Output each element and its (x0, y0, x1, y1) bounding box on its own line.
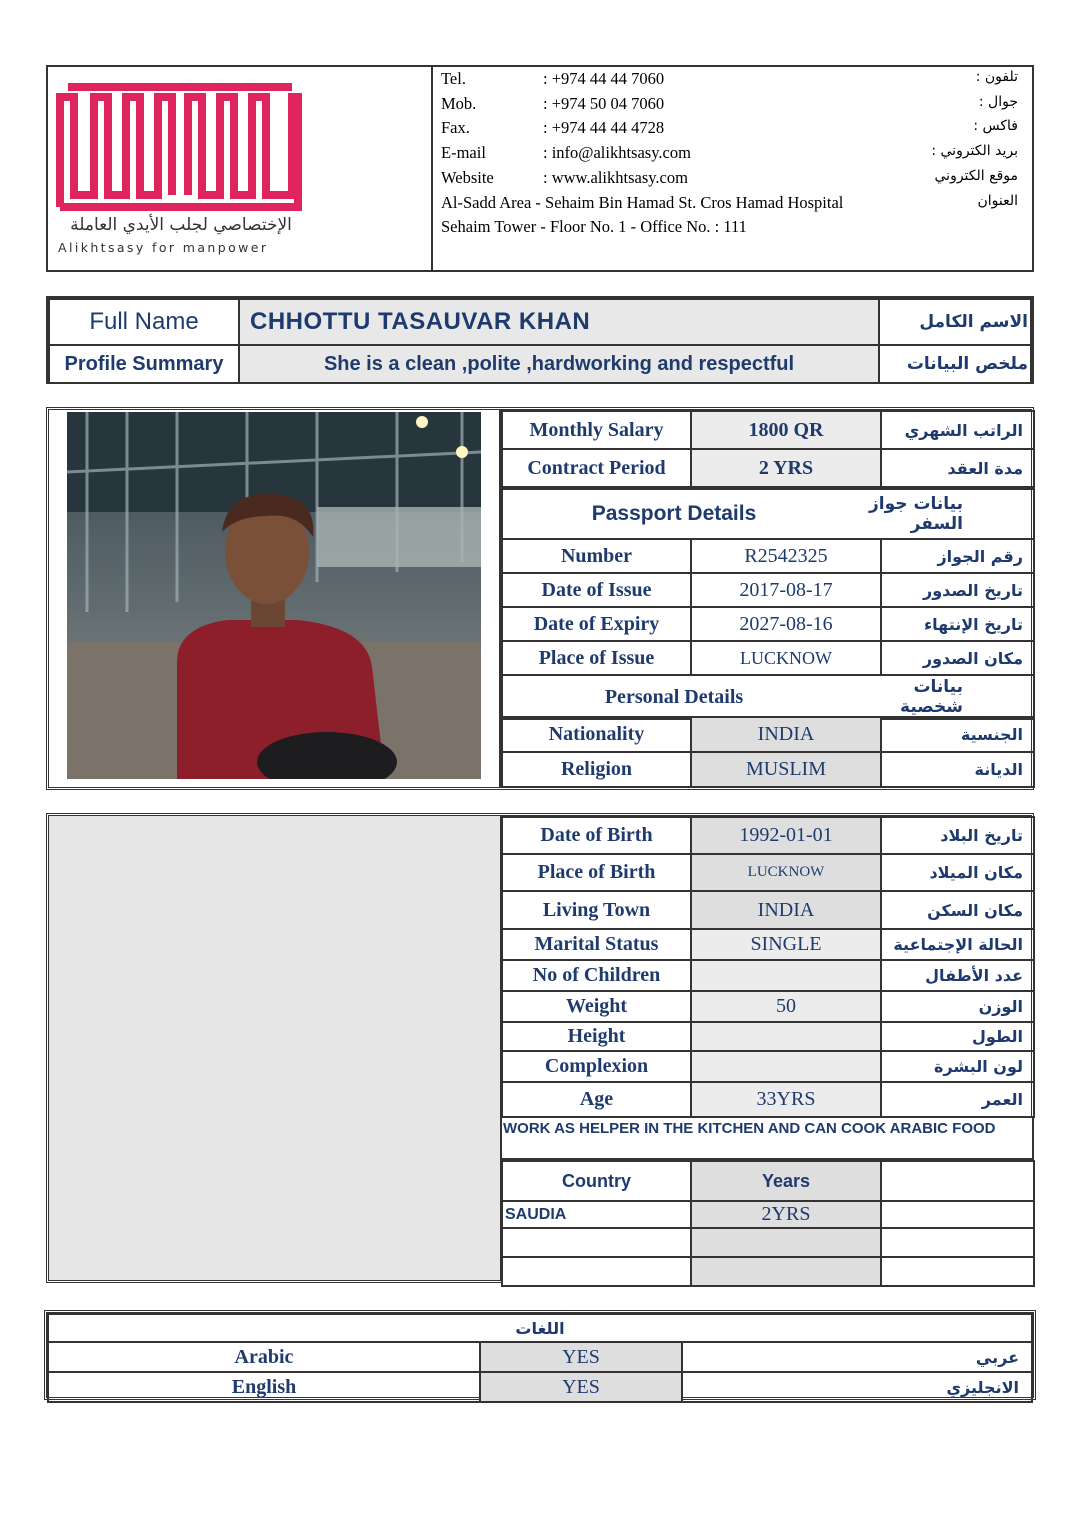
monthly-salary-label: Monthly Salary (502, 411, 691, 449)
fax-label: Fax. (441, 118, 470, 137)
photo-and-details-section (46, 407, 1034, 790)
address-arabic: العنوان (977, 193, 1018, 209)
address-line-1: Al-Sadd Area - Sehaim Bin Hamad St. Cros Hamad Hospital (441, 193, 844, 212)
height-label: Height (502, 1022, 691, 1051)
experience-empty-cell (691, 1228, 881, 1257)
name-block (46, 296, 1034, 384)
place-of-birth-label: Place of Birth (502, 854, 691, 891)
tel-arabic: تلفون : (975, 69, 1018, 85)
experience-empty-cell (881, 1161, 1034, 1201)
address-line-2: Sehaim Tower - Floor No. 1 - Office No. : 111 (441, 217, 747, 236)
nationality-label: Nationality (502, 717, 691, 752)
marital-status-arabic: الحالة الإجتماعية (881, 929, 1034, 960)
experience-empty-cell (502, 1228, 691, 1257)
date-of-expiry-label: Date of Expiry (502, 607, 691, 641)
profile-summary-label: Profile Summary (49, 345, 239, 383)
experience-note: WORK AS HELPER IN THE KITCHEN AND CAN COOK ARABIC FOOD (503, 1120, 996, 1137)
date-of-birth-label: Date of Birth (502, 817, 691, 854)
mob-label: Mob. (441, 94, 477, 113)
marital-status-value: SINGLE (691, 929, 881, 960)
weight-arabic: الوزن (881, 991, 1034, 1022)
living-town-value: INDIA (691, 891, 881, 929)
language-arabic: عربي (682, 1342, 1032, 1372)
weight-value: 50 (691, 991, 881, 1022)
email-value: : info@alikhtsasy.com (543, 143, 691, 162)
language-arabic: الانجليزي (682, 1372, 1032, 1402)
experience-empty-cell (881, 1257, 1034, 1286)
mob-value: : +974 50 04 7060 (543, 94, 665, 113)
tel-label: Tel. (441, 69, 466, 88)
blank-gray-panel (49, 816, 502, 1280)
religion-label: Religion (502, 752, 691, 787)
religion-value: MUSLIM (691, 752, 881, 787)
children-label: No of Children (502, 960, 691, 991)
height-value (691, 1022, 881, 1051)
personal-details-heading: Personal Details (502, 675, 846, 719)
monthly-salary-value: 1800 QR (691, 411, 881, 449)
company-header (46, 65, 1034, 272)
country-header: Country (502, 1161, 691, 1201)
contract-period-label: Contract Period (502, 449, 691, 487)
living-town-arabic: مكان السكن (881, 891, 1034, 929)
experience-empty-cell (691, 1257, 881, 1286)
date-of-expiry-arabic: تاريخ الإنتهاء (881, 607, 1034, 641)
mob-arabic: جوال : (978, 94, 1018, 110)
website-arabic: موقع الكتروني (934, 168, 1018, 184)
date-of-expiry-value: 2027-08-16 (691, 607, 881, 641)
complexion-value (691, 1051, 881, 1082)
contract-period-value: 2 YRS (691, 449, 881, 487)
age-arabic: العمر (881, 1082, 1034, 1117)
living-town-label: Living Town (502, 891, 691, 929)
passport-details-heading: Passport Details (502, 489, 846, 539)
place-of-issue-value: LUCKNOW (691, 641, 881, 675)
complexion-arabic: لون البشرة (881, 1051, 1034, 1082)
nationality-value: INDIA (691, 717, 881, 752)
passport-details-heading-arabic: بيانات جواز السفر (846, 489, 1034, 539)
passport-number-value: R2542325 (691, 539, 881, 573)
email-arabic: بريد الكتروني : (931, 143, 1018, 159)
monthly-salary-arabic: الراتب الشهري (881, 411, 1034, 449)
language-name: English (48, 1372, 480, 1402)
marital-status-label: Marital Status (502, 929, 691, 960)
nationality-arabic: الجنسية (881, 717, 1034, 752)
experience-country: SAUDIA (502, 1201, 691, 1228)
experience-empty-cell (502, 1257, 691, 1286)
full-name-arabic: الاسم الكامل (879, 299, 1031, 345)
fax-value: : +974 44 44 4728 (543, 118, 665, 137)
profile-summary-value: She is a clean ,polite ,hardworking and respectful (239, 345, 879, 383)
company-logo-icon (54, 77, 304, 227)
logo-arabic-text: الإختصاصي لجلب الأيدي العاملة (70, 215, 292, 235)
personal-details-section (46, 813, 1034, 1283)
place-of-birth-value: LUCKNOW (691, 854, 881, 891)
experience-empty-cell (881, 1201, 1034, 1228)
passport-number-arabic: رقم الجواز (881, 539, 1034, 573)
date-of-issue-arabic: تاريخ الصدور (881, 573, 1034, 607)
years-header: Years (691, 1161, 881, 1201)
tel-value: : +974 44 44 7060 (543, 69, 665, 88)
header-divider (431, 67, 433, 270)
candidate-photo (67, 412, 481, 779)
place-of-issue-arabic: مكان الصدور (881, 641, 1034, 675)
place-of-birth-arabic: مكان الميلاد (881, 854, 1034, 891)
website-label: Website (441, 168, 494, 187)
place-of-issue-label: Place of Issue (502, 641, 691, 675)
religion-arabic: الديانة (881, 752, 1034, 787)
date-of-birth-value: 1992-01-01 (691, 817, 881, 854)
date-of-issue-value: 2017-08-17 (691, 573, 881, 607)
age-label: Age (502, 1082, 691, 1117)
full-name-value: CHHOTTU TASAUVAR KHAN (239, 299, 879, 345)
passport-number-label: Number (502, 539, 691, 573)
age-value: 33YRS (691, 1082, 881, 1117)
experience-empty-cell (881, 1228, 1034, 1257)
language-value: YES (480, 1342, 682, 1372)
website-value: : www.alikhtsasy.com (543, 168, 688, 187)
date-of-issue-label: Date of Issue (502, 573, 691, 607)
full-name-label: Full Name (49, 299, 239, 345)
date-of-birth-arabic: تاريخ البلاد (881, 817, 1034, 854)
children-arabic: عدد الأطفال (881, 960, 1034, 991)
profile-summary-arabic: ملخص البيانات (879, 345, 1031, 383)
contract-period-arabic: مدة العقد (881, 449, 1034, 487)
personal-details-heading-arabic: بيانات شخصية (846, 675, 1034, 719)
languages-heading: اللغات (48, 1314, 1032, 1342)
complexion-label: Complexion (502, 1051, 691, 1082)
children-value (691, 960, 881, 991)
email-label: E-mail (441, 143, 486, 162)
language-value: YES (480, 1372, 682, 1402)
logo-english-text: Alikhtsasy for manpower (58, 240, 269, 255)
fax-arabic: فاكس : (973, 118, 1018, 134)
language-name: Arabic (48, 1342, 480, 1372)
languages-section (44, 1310, 1036, 1400)
height-arabic: الطول (881, 1022, 1034, 1051)
weight-label: Weight (502, 991, 691, 1022)
experience-years: 2YRS (691, 1201, 881, 1228)
